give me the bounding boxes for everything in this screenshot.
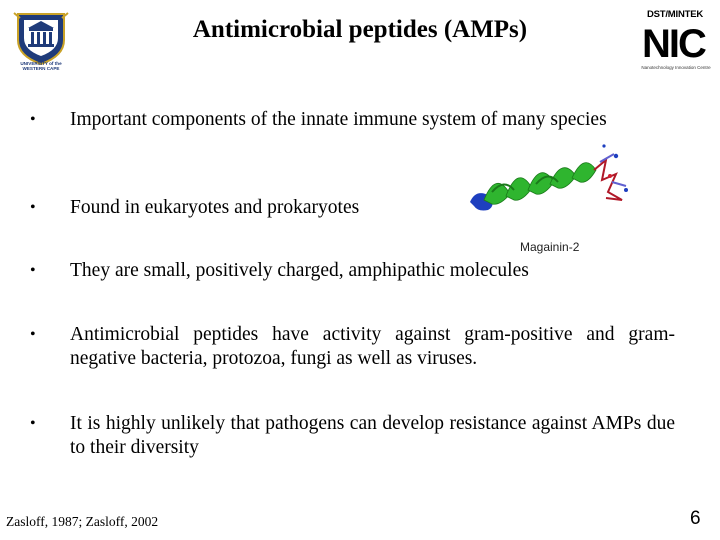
nic-logo-subtitle: Nanotechnology Innovation Centre bbox=[641, 65, 711, 70]
nic-logo-top: DST/MINTEK bbox=[646, 9, 704, 20]
slide-title: Antimicrobial peptides (AMPs) bbox=[192, 16, 528, 43]
bullet-dot-icon: • bbox=[30, 262, 36, 279]
magainin-helix-image bbox=[466, 140, 646, 240]
bullet-dot-icon: • bbox=[30, 199, 36, 216]
uwc-logo-text bbox=[6, 61, 76, 72]
uwc-line2: WESTERN CAPE bbox=[22, 66, 60, 72]
bullet-text: Important components of the innate immune system of many species bbox=[70, 109, 607, 130]
bullet-text: It is highly unlikely that pathogens can develop resistance against AMPs due to their diversity bbox=[70, 413, 675, 458]
bullet-item bbox=[30, 259, 675, 283]
figure-caption: Magainin-2 bbox=[520, 240, 580, 254]
bullet-text: Antimicrobial peptides have activity against gram-positive and gram-negative bacteria, protozoa, fungi as well as viruses. bbox=[70, 324, 675, 369]
bullet-dot-icon: • bbox=[30, 326, 36, 343]
nic-logo-text: NIC bbox=[642, 22, 705, 66]
bullet-dot-icon: • bbox=[30, 415, 36, 432]
bullet-text: Found in eukaryotes and prokaryotes bbox=[70, 197, 360, 218]
uwc-line1: UNIVERSITY of the bbox=[20, 61, 62, 66]
citation: Zasloff, 1987; Zasloff, 2002 bbox=[6, 514, 159, 529]
bullet-dot-icon: • bbox=[30, 111, 36, 128]
bullet-item bbox=[30, 412, 675, 460]
bullet-text: They are small, positively charged, amphipathic molecules bbox=[70, 260, 529, 281]
bullet-item bbox=[30, 108, 675, 132]
bullet-item bbox=[30, 323, 675, 371]
page-number: 6 bbox=[690, 508, 701, 529]
